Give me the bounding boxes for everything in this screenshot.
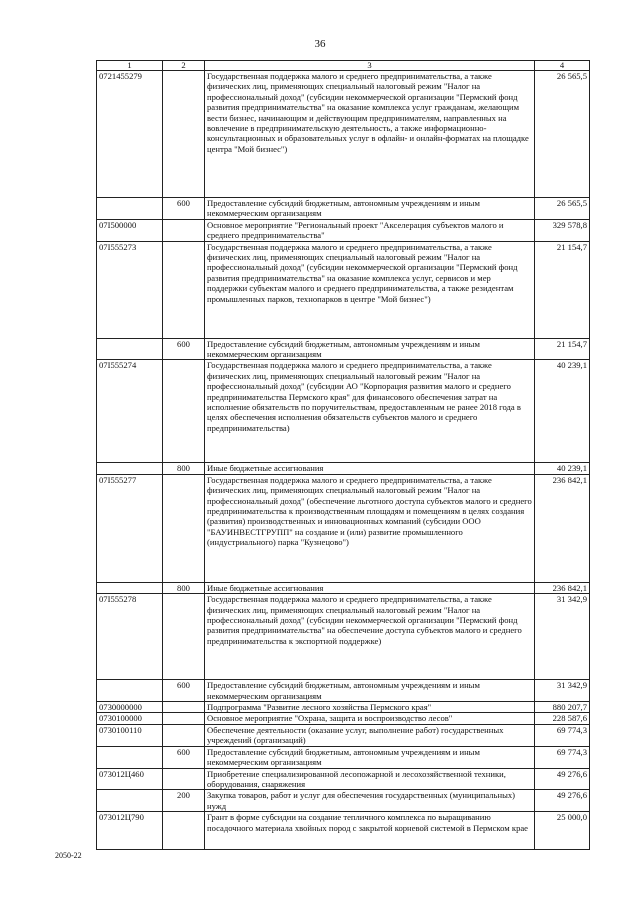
table-row bbox=[97, 746, 590, 768]
item-description: Иные бюджетные ассигнования bbox=[205, 582, 535, 593]
table-row bbox=[97, 219, 590, 241]
classification-code: 07I500000 bbox=[97, 219, 163, 241]
item-description: Закупка товаров, работ и услуг для обеспечения государственных (муниципальных) нужд bbox=[205, 790, 535, 812]
expense-type-code: 800 bbox=[163, 463, 205, 474]
page-number: 36 bbox=[314, 38, 326, 50]
table-row bbox=[97, 594, 590, 680]
expense-type-code bbox=[163, 360, 205, 463]
amount-value: 31 342,9 bbox=[535, 594, 590, 680]
item-description: Основное мероприятие "Региональный проект "Акселерация субъектов малого и среднего предпринимательства" bbox=[205, 219, 535, 241]
item-description: Государственная поддержка малого и среднего предпринимательства, а также физических лиц, применяющих специальный налоговый режим "Налог на профессиональный доход" (субсидии некоммерческой организации "Пермский фонд развития предпринимательства" на обеспечение доступа субъектов малого и среднего предпринимательства к экспортной поддержке) bbox=[205, 594, 535, 680]
classification-code: 0730100000 bbox=[97, 713, 163, 724]
item-description: Предоставление субсидий бюджетным, автономным учреждениям и иным некоммерческим организациям bbox=[205, 338, 535, 360]
table-row bbox=[97, 338, 590, 360]
classification-code bbox=[97, 582, 163, 593]
amount-value: 69 774,3 bbox=[535, 746, 590, 768]
expense-type-code: 600 bbox=[163, 338, 205, 360]
item-description: Грант в форме субсидии на создание тепличного комплекса по выращиванию посадочного материала хвойных пород с закрытой корневой системой в Пермском крае bbox=[205, 812, 535, 850]
expense-type-code bbox=[163, 474, 205, 582]
classification-code: 073012Ц790 bbox=[97, 812, 163, 850]
classification-code: 0721455279 bbox=[97, 71, 163, 198]
amount-value: 31 342,9 bbox=[535, 680, 590, 702]
table-row bbox=[97, 198, 590, 220]
expense-type-code bbox=[163, 594, 205, 680]
classification-code: 07I555273 bbox=[97, 241, 163, 338]
table-row bbox=[97, 790, 590, 812]
table-row bbox=[97, 241, 590, 338]
item-description: Обеспечение деятельности (оказание услуг, выполнение работ) государственных учреждений (организаций) bbox=[205, 724, 535, 746]
column-header: 1 bbox=[97, 61, 163, 71]
item-description: Государственная поддержка малого и среднего предпринимательства, а также физических лиц, применяющих специальный налоговый режим "Налог на профессиональный доход" (субсидии АО "Корпорация развития малого и среднего предпринимательства Пермского края" для финансового обеспечения затрат на исполнение обязательств по поручительствам, предоставленным не ранее 2018 года в целях обеспечения исполнения обязательств субъектов малого и среднего предпринимательства) bbox=[205, 360, 535, 463]
table-row bbox=[97, 463, 590, 474]
amount-value: 25 000,0 bbox=[535, 812, 590, 850]
amount-value: 236 842,1 bbox=[535, 582, 590, 593]
classification-code bbox=[97, 198, 163, 220]
classification-code bbox=[97, 463, 163, 474]
expense-type-code bbox=[163, 724, 205, 746]
item-description: Государственная поддержка малого и среднего предпринимательства, а также физических лиц, применяющих специальный налоговый режим "Налог на профессиональный доход" (субсидии некоммерческой организации "Пермский фонд развития предпринимательства" на оказание комплекса услуг гражданам, желающим вести бизнес, начинающим и действующим предпринимателям, направленных на вовлечение в предпринимательскую деятельность, а также информационно-консультационных и образовательных услуг в офлайн- и онлайн-форматах на площадке центра "Мой бизнес") bbox=[205, 71, 535, 198]
classification-code bbox=[97, 680, 163, 702]
table-row bbox=[97, 812, 590, 850]
item-description: Государственная поддержка малого и среднего предпринимательства, а также физических лиц, применяющих специальный налоговый режим "Налог на профессиональный доход" (обеспечение льготного доступа субъектов малого и среднего предпринимательства к производственным площадям и помещениям в целях создания (развития) производственных и инновационных компаний (субсидии ООО "БАУИНВЕСТГРУПП" на создание и (или) развитие промышленного (индустриального) парка "Кузнецово") bbox=[205, 474, 535, 582]
expense-type-code: 600 bbox=[163, 746, 205, 768]
expense-type-code bbox=[163, 768, 205, 790]
amount-value: 49 276,6 bbox=[535, 790, 590, 812]
amount-value: 40 239,1 bbox=[535, 463, 590, 474]
expense-type-code: 600 bbox=[163, 680, 205, 702]
classification-code: 07I555274 bbox=[97, 360, 163, 463]
table-row bbox=[97, 360, 590, 463]
table-row bbox=[97, 713, 590, 724]
classification-code bbox=[97, 790, 163, 812]
amount-value: 329 578,8 bbox=[535, 219, 590, 241]
budget-table bbox=[96, 60, 590, 850]
amount-value: 21 154,7 bbox=[535, 241, 590, 338]
table-body bbox=[97, 71, 590, 850]
amount-value: 40 239,1 bbox=[535, 360, 590, 463]
table-row bbox=[97, 724, 590, 746]
footer-code: 2050-22 bbox=[55, 851, 82, 860]
classification-code: 073012Ц460 bbox=[97, 768, 163, 790]
table-row bbox=[97, 71, 590, 198]
expense-type-code: 200 bbox=[163, 790, 205, 812]
expense-type-code bbox=[163, 241, 205, 338]
expense-type-code bbox=[163, 71, 205, 198]
amount-value: 49 276,6 bbox=[535, 768, 590, 790]
table-header-row bbox=[97, 61, 590, 71]
classification-code bbox=[97, 338, 163, 360]
item-description: Иные бюджетные ассигнования bbox=[205, 463, 535, 474]
table-row bbox=[97, 582, 590, 593]
expense-type-code bbox=[163, 219, 205, 241]
item-description: Предоставление субсидий бюджетным, автономным учреждениям и иным некоммерческим организациям bbox=[205, 746, 535, 768]
classification-code: 07I555278 bbox=[97, 594, 163, 680]
amount-value: 880 207,7 bbox=[535, 702, 590, 713]
expense-type-code bbox=[163, 812, 205, 850]
amount-value: 236 842,1 bbox=[535, 474, 590, 582]
item-description: Основное мероприятие "Охрана, защита и воспроизводство лесов" bbox=[205, 713, 535, 724]
classification-code: 0730100110 bbox=[97, 724, 163, 746]
column-header: 3 bbox=[205, 61, 535, 71]
amount-value: 69 774,3 bbox=[535, 724, 590, 746]
expense-type-code: 600 bbox=[163, 198, 205, 220]
amount-value: 228 587,6 bbox=[535, 713, 590, 724]
classification-code: 0730000000 bbox=[97, 702, 163, 713]
expense-type-code bbox=[163, 713, 205, 724]
column-header: 4 bbox=[535, 61, 590, 71]
amount-value: 26 565,5 bbox=[535, 71, 590, 198]
item-description: Приобретение специализированной лесопожарной и лесохозяйственной техники, оборудования, снаряжения bbox=[205, 768, 535, 790]
column-header: 2 bbox=[163, 61, 205, 71]
expense-type-code: 800 bbox=[163, 582, 205, 593]
amount-value: 21 154,7 bbox=[535, 338, 590, 360]
classification-code: 07I555277 bbox=[97, 474, 163, 582]
item-description: Государственная поддержка малого и среднего предпринимательства, а также физических лиц, применяющих специальный налоговый режим "Налог на профессиональный доход" (субсидии некоммерческой организации "Пермский фонд развития предпринимательства" на оказание комплекса услуг, сервисов и мер поддержки субъектам малого и среднего предпринимательства, а также резидентам промышленных парков, технопарков в центре "Мой бизнес") bbox=[205, 241, 535, 338]
table-row bbox=[97, 680, 590, 702]
table-row bbox=[97, 702, 590, 713]
item-description: Предоставление субсидий бюджетным, автономным учреждениям и иным некоммерческим организациям bbox=[205, 198, 535, 220]
expense-type-code bbox=[163, 702, 205, 713]
table-row bbox=[97, 768, 590, 790]
classification-code bbox=[97, 746, 163, 768]
amount-value: 26 565,5 bbox=[535, 198, 590, 220]
table-row bbox=[97, 474, 590, 582]
item-description: Предоставление субсидий бюджетным, автономным учреждениям и иным некоммерческим организациям bbox=[205, 680, 535, 702]
item-description: Подпрограмма "Развитие лесного хозяйства Пермского края" bbox=[205, 702, 535, 713]
